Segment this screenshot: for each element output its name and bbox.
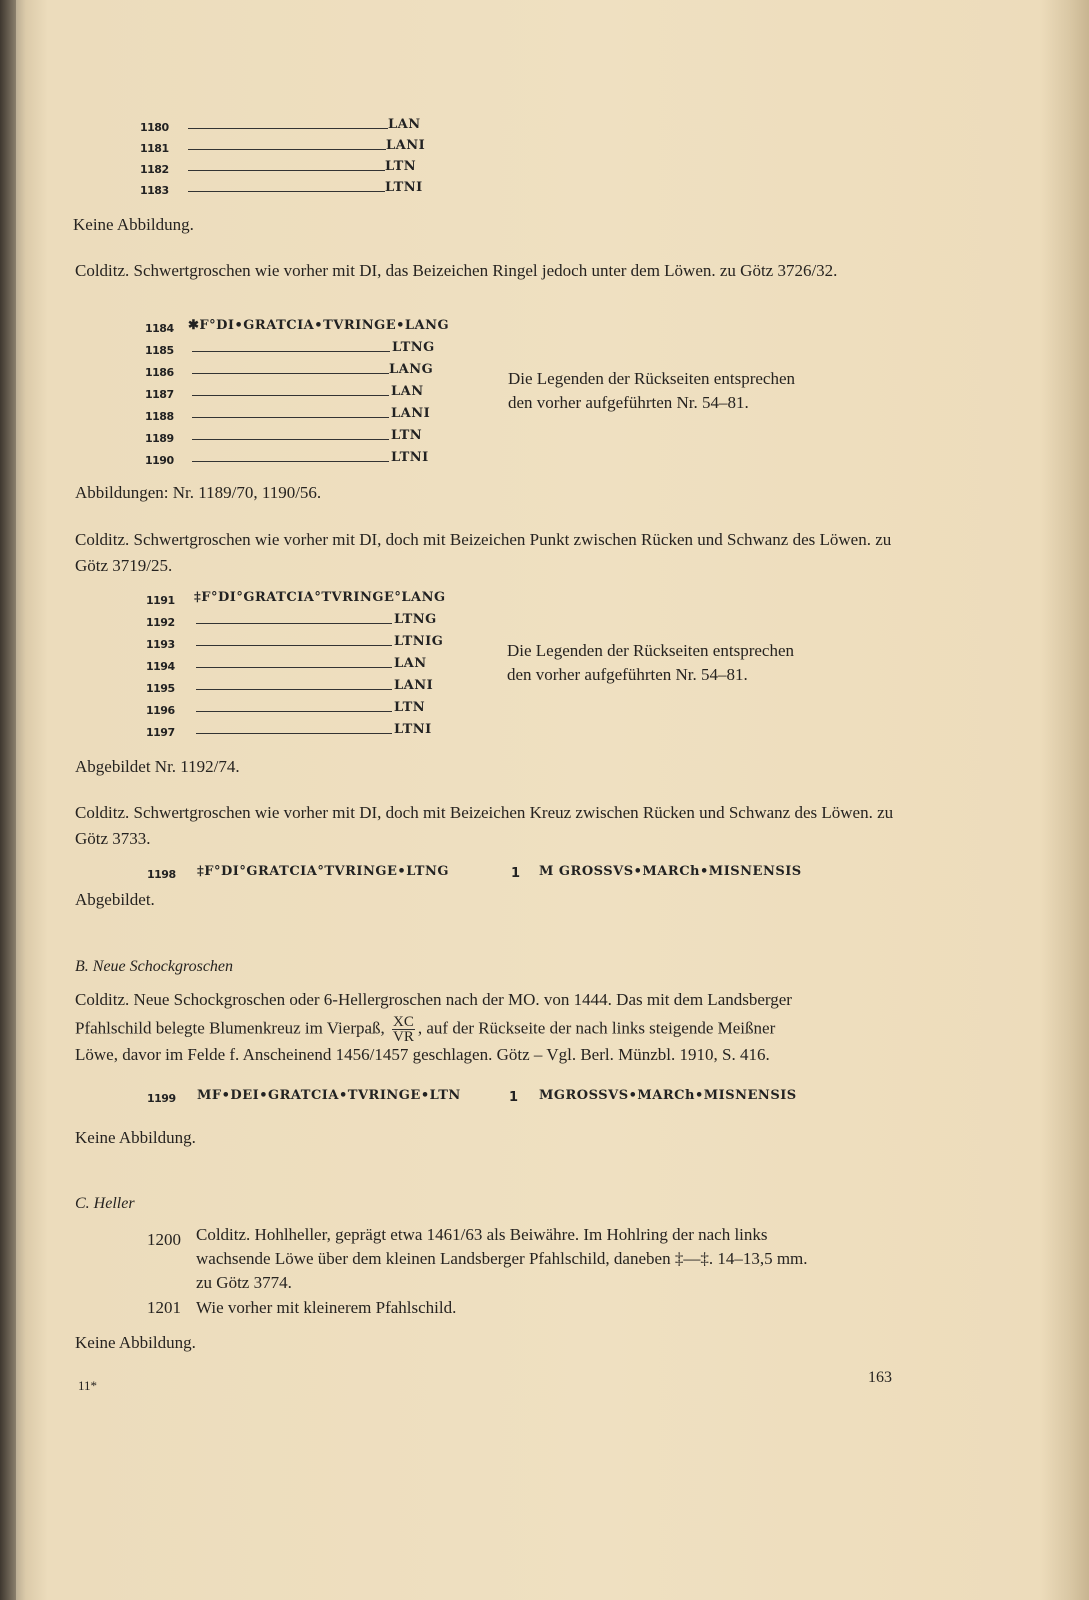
entry-row bbox=[0, 450, 1089, 472]
ditto-dash bbox=[192, 461, 389, 462]
legend-suffix: LTNG bbox=[394, 612, 437, 627]
entry-number: 1190 bbox=[145, 454, 174, 467]
entry-number: 1189 bbox=[145, 432, 174, 445]
page-number: 163 bbox=[868, 1369, 892, 1386]
entry-number: 1194 bbox=[146, 660, 175, 673]
legend-suffix: LTNI bbox=[391, 450, 429, 465]
ditto-dash bbox=[188, 128, 388, 129]
ditto-dash bbox=[192, 351, 390, 352]
gutter-shadow bbox=[0, 0, 16, 1600]
ditto-dash bbox=[192, 395, 389, 396]
legend-suffix: LTN bbox=[394, 700, 426, 715]
description-text: , auf der Rückseite der nach links steigende Meißner bbox=[417, 1018, 776, 1038]
illustration-note: Abbildungen: Nr. 1189/70, 1190/56. bbox=[75, 483, 322, 502]
entry-number: 1188 bbox=[145, 410, 174, 423]
entry-number: 1192 bbox=[146, 616, 175, 629]
entry-number: 1199 bbox=[147, 1092, 176, 1105]
legend-suffix: LANI bbox=[391, 406, 431, 421]
entry-number: 1183 bbox=[140, 184, 169, 197]
ditto-dash bbox=[196, 667, 392, 668]
entry-row bbox=[0, 700, 1089, 722]
ditto-dash bbox=[196, 623, 392, 624]
entry-number: 1182 bbox=[140, 163, 169, 176]
legend-suffix: LAN bbox=[388, 117, 421, 132]
fraction-top: XC bbox=[393, 1014, 414, 1030]
illustration-note: Keine Abbildung. bbox=[75, 1128, 196, 1147]
section-heading: C. Heller bbox=[75, 1195, 135, 1212]
entry-row bbox=[0, 612, 1089, 634]
entry-number: 1180 bbox=[140, 121, 169, 134]
reverse-legend-note-line1: Die Legenden der Rückseiten entsprechen bbox=[508, 369, 795, 388]
obverse-legend: ‡F°DI°GRATCIA°TVRINGE°LANG bbox=[194, 590, 446, 605]
entry-description: Colditz. Hohlheller, geprägt etwa 1461/63 als Beiwähre. Im Hohlring der nach links bbox=[196, 1225, 768, 1244]
entry-description: zu Götz 3774. bbox=[196, 1273, 292, 1292]
reverse-legend-note-line2: den vorher aufgeführten Nr. 54–81. bbox=[508, 393, 749, 412]
obverse-legend: MF•DEI•GRATCIA•TVRINGE•LTN bbox=[197, 1088, 461, 1103]
reverse-legend: MGROSSVS•MARCh•MISNENSIS bbox=[539, 1088, 797, 1103]
legend-suffix: LTNG bbox=[392, 340, 435, 355]
illustration-note: Abgebildet. bbox=[75, 890, 155, 909]
section-heading: B. Neue Schockgroschen bbox=[75, 958, 234, 975]
entry-row bbox=[0, 159, 1089, 181]
printer-signature: 11* bbox=[78, 1378, 98, 1393]
legend-suffix: LANG bbox=[389, 362, 434, 377]
ditto-dash bbox=[192, 373, 389, 374]
legend-suffix: LTN bbox=[391, 428, 423, 443]
obverse-legend: ‡F°DI°GRATCIA°TVRINGE•LTNG bbox=[197, 864, 449, 879]
entry-number: 1187 bbox=[145, 388, 174, 401]
entry-row bbox=[0, 590, 1089, 612]
entry-row bbox=[0, 340, 1089, 362]
ditto-dash bbox=[188, 149, 386, 150]
reverse-legend: M GROSSVS•MARCh•MISNENSIS bbox=[539, 864, 802, 879]
ditto-dash bbox=[196, 711, 392, 712]
entry-number: 1181 bbox=[140, 142, 169, 155]
entry-number: 1191 bbox=[146, 594, 175, 607]
ditto-dash bbox=[196, 689, 392, 690]
ditto-dash bbox=[196, 645, 392, 646]
entry-number: 1185 bbox=[145, 344, 174, 357]
fraction-legend bbox=[392, 1015, 415, 1044]
illustration-note: Abgebildet Nr. 1192/74. bbox=[75, 757, 240, 776]
illustration-note: Keine Abbildung. bbox=[75, 1333, 196, 1352]
reverse-number: 1 bbox=[511, 866, 520, 881]
ditto-dash bbox=[196, 733, 392, 734]
reverse-number: 1 bbox=[509, 1090, 518, 1105]
description-line: Colditz. Neue Schockgroschen oder 6-Hellergroschen nach der MO. von 1444. Das mit dem Landsberger bbox=[75, 990, 792, 1009]
description-line: Löwe, davor im Felde f. Anscheinend 1456/1457 geschlagen. Götz – Vgl. Berl. Münzbl. 1910, S. 416. bbox=[75, 1045, 770, 1064]
entry-number: 1184 bbox=[145, 322, 174, 335]
description-paragraph: Colditz. Schwertgroschen wie vorher mit DI, doch mit Beizeichen Kreuz zwischen Rücken und Schwanz des Löwen. zu Götz 3733. bbox=[75, 803, 894, 848]
entry-number: 1200 bbox=[147, 1230, 181, 1249]
entry-description: Wie vorher mit kleinerem Pfahlschild. bbox=[196, 1298, 457, 1317]
entry-row bbox=[0, 318, 1089, 340]
description-line bbox=[75, 1015, 905, 1044]
ditto-dash bbox=[188, 191, 385, 192]
description-paragraph: Colditz. Schwertgroschen wie vorher mit DI, das Beizeichen Ringel jedoch unter dem Löwen. zu Götz 3726/32. bbox=[75, 261, 838, 280]
entry-row bbox=[0, 862, 1089, 884]
entry-row bbox=[0, 428, 1089, 450]
obverse-legend: ✱F°DI•GRATCIA•TVRINGE•LANG bbox=[188, 318, 450, 333]
reverse-legend-note-line2: den vorher aufgeführten Nr. 54–81. bbox=[507, 665, 748, 684]
entry-number: 1195 bbox=[146, 682, 175, 695]
ditto-dash bbox=[188, 170, 385, 171]
legend-suffix: LTNIG bbox=[394, 634, 444, 649]
legend-suffix: LANI bbox=[386, 138, 426, 153]
legend-suffix: LAN bbox=[391, 384, 424, 399]
fraction-bottom: VR bbox=[393, 1029, 414, 1045]
entry-row bbox=[0, 1086, 1089, 1108]
legend-suffix: LTN bbox=[385, 159, 417, 174]
legend-suffix: LAN bbox=[394, 656, 427, 671]
entry-number: 1196 bbox=[146, 704, 175, 717]
entry-row bbox=[0, 117, 1089, 139]
entry-number: 1186 bbox=[145, 366, 174, 379]
legend-suffix: LTNI bbox=[385, 180, 423, 195]
legend-suffix: LTNI bbox=[394, 722, 432, 737]
description-text: Pfahlschild belegte Blumenkreuz im Vierpaß, bbox=[75, 1018, 385, 1038]
ditto-dash bbox=[192, 417, 389, 418]
legend-suffix: LANI bbox=[394, 678, 434, 693]
entry-row bbox=[0, 138, 1089, 160]
illustration-note: Keine Abbildung. bbox=[73, 215, 194, 234]
description-paragraph: Colditz. Schwertgroschen wie vorher mit DI, doch mit Beizeichen Punkt zwischen Rücken und Schwanz des Löwen. zu Götz 3719/25. bbox=[75, 530, 892, 575]
entry-row bbox=[0, 180, 1089, 202]
reverse-legend-note-line1: Die Legenden der Rückseiten entsprechen bbox=[507, 641, 794, 660]
entry-description: wachsende Löwe über dem kleinen Landsberger Pfahlschild, daneben ‡—‡. 14–13,5 mm. bbox=[196, 1249, 808, 1268]
entry-number: 1193 bbox=[146, 638, 175, 651]
ditto-dash bbox=[192, 439, 389, 440]
entry-number: 1201 bbox=[147, 1298, 181, 1317]
entry-row bbox=[0, 722, 1089, 744]
entry-number: 1198 bbox=[147, 868, 176, 881]
entry-number: 1197 bbox=[146, 726, 175, 739]
